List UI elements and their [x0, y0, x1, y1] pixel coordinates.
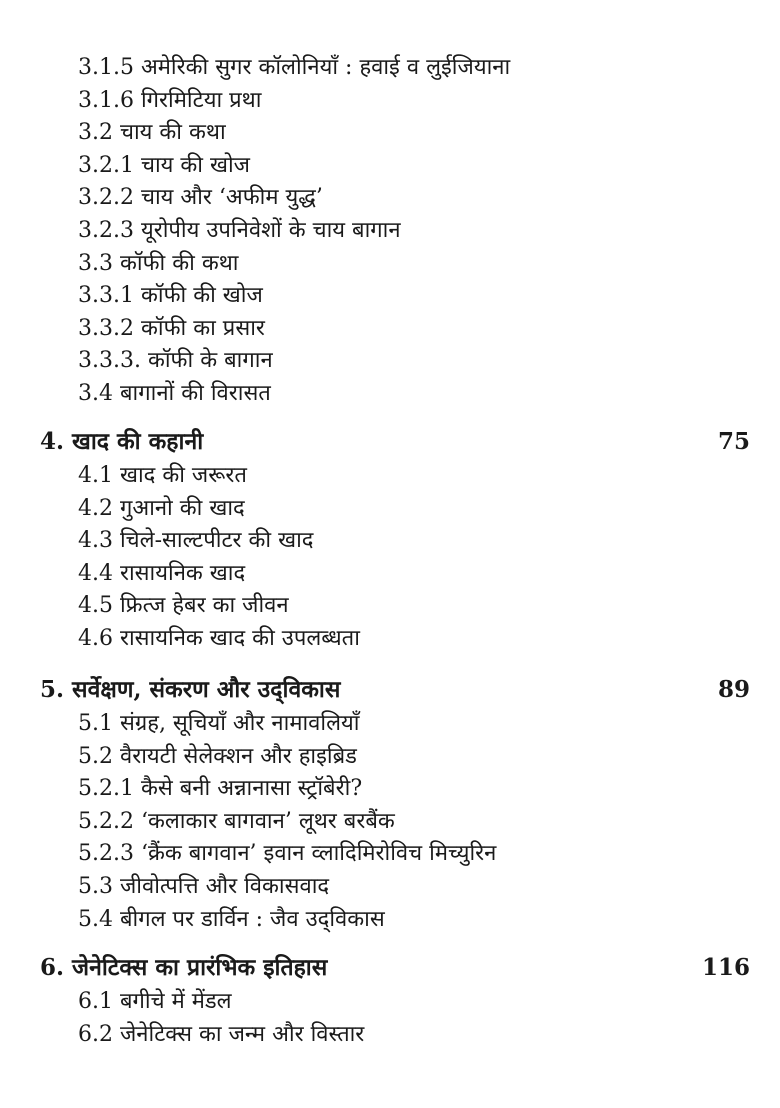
toc-entry: 3.1.6 गिरमिटिया प्रथा [78, 87, 262, 113]
toc-entry: 4.5 फ्रित्ज हेबर का जीवन [78, 593, 289, 619]
toc-entry: 5.1 संग्रह, सूचियाँ और नामावलियाँ [78, 711, 360, 736]
toc-entry: 6.2 जेनेटिक्स का जन्म और विस्तार [78, 1021, 365, 1047]
toc-entry: 3.2 चाय की कथा [78, 120, 226, 146]
chapter-title: 6. जेनेटिक्स का प्रारंभिक इतिहास [40, 954, 328, 981]
toc-entry: 5.2.3 ‘क्रैंक बागवान’ इवान व्लादिमिरोविच मिच्युरिन [78, 841, 497, 867]
chapter-5 [0, 672, 780, 936]
toc-entry: 3.2.3 यूरोपीय उपनिवेशों के चाय बागान [78, 217, 401, 243]
toc-entry: 5.3 जीवोत्पत्ति और विकासवाद [78, 873, 330, 899]
toc-entry: 3.2.2 चाय और ‘अफीम युद्ध’ [78, 185, 323, 211]
toc-entry: 5.2.2 ‘कलाकार बागवान’ लूथर बरबैंक [78, 808, 395, 834]
chapter-6 [0, 950, 780, 1051]
toc-entry: 3.3.1 कॉफी की खोज [78, 283, 263, 309]
toc-entry: 4.2 गुआनो की खाद [78, 495, 245, 521]
chapter-heading[interactable] [0, 950, 780, 986]
toc-entry: 6.1 बगीचे में मेंडल [78, 989, 232, 1014]
chapter-page-number: 75 [717, 428, 750, 455]
chapter-3-continuation [0, 52, 780, 411]
chapter-page-number: 89 [717, 676, 750, 703]
toc-entry: 3.4 बागानों की विरासत [78, 380, 271, 406]
chapter-4 [0, 424, 780, 656]
toc-entry: 4.3 चिले-साल्टपीटर की खाद [78, 528, 314, 554]
toc-entry: 4.4 रासायनिक खाद [78, 560, 246, 586]
chapter-page-number: 116 [701, 954, 750, 981]
chapter-heading[interactable] [0, 424, 780, 460]
toc-entry: 5.2.1 कैसे बनी अन्नानासा स्ट्रॉबेरी? [78, 776, 363, 802]
chapter-title: 5. सर्वेक्षण, संकरण और उद्‌विकास [40, 676, 341, 703]
toc-entry: 5.2 वैरायटी सेलेक्शन और हाइब्रिड [78, 743, 357, 769]
toc-entry: 4.1 खाद की जरूरत [78, 463, 247, 488]
toc-entry: 3.3.2 कॉफी का प्रसार [78, 315, 265, 341]
toc-entry: 3.2.1 चाय की खोज [78, 152, 250, 178]
toc-entry: 4.6 रासायनिक खाद की उपलब्धता [78, 625, 360, 651]
toc-entry: 3.1.5 अमेरिकी सुगर कॉलोनियाँ : हवाई व लुईजियाना [78, 55, 511, 80]
toc-entry: 3.3 कॉफी की कथा [78, 250, 239, 276]
chapter-title: 4. खाद की कहानी [40, 428, 204, 455]
chapter-heading[interactable] [0, 672, 780, 708]
toc-entry: 3.3.3. कॉफी के बागान [78, 348, 273, 374]
toc-entry: 5.4 बीगल पर डार्विन : जैव उद्‌विकास [78, 906, 385, 932]
